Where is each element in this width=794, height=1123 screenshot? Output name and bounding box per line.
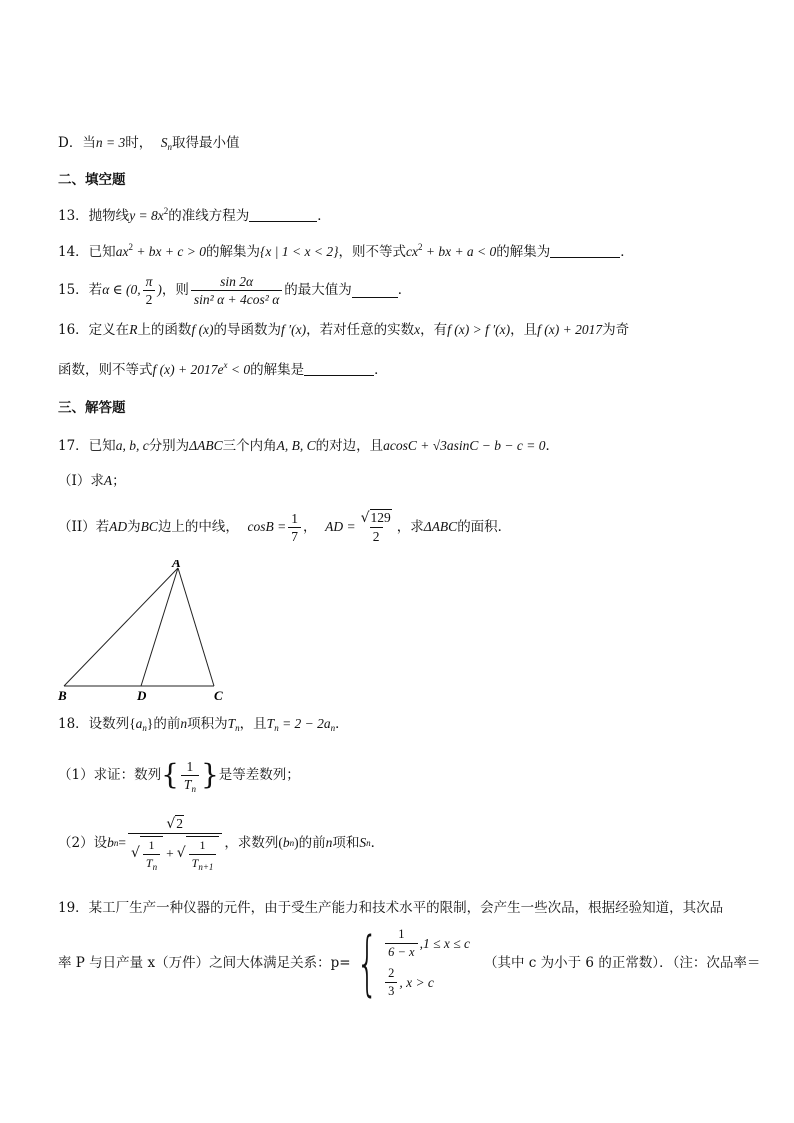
question-16-line1 [58, 320, 629, 340]
q19-c2num: 2 [388, 966, 395, 980]
vertex-b-label: B [58, 688, 67, 703]
piecewise-cases [383, 926, 470, 1000]
q15-cond: α ∈ (0, [102, 282, 141, 297]
sqrt-icon: √ [166, 815, 176, 832]
q14-num: 14．已知 [58, 244, 116, 260]
question-17-part2 [58, 506, 511, 548]
q17-mid3: 的对边，且 [315, 438, 384, 454]
q16-ineq2: f (x) + 2017e [152, 362, 224, 377]
option-d-mid: 时， [125, 135, 153, 151]
question-17-part1 [58, 471, 126, 491]
q14-expr2: cx [405, 244, 418, 259]
q18-bn-fraction [128, 815, 222, 872]
q17-p2e: 的面积． [457, 519, 512, 535]
q18-tn-sub: n [235, 723, 240, 733]
q16-l1e: ，有 [420, 322, 448, 338]
q15-pi-fraction [143, 273, 156, 308]
q14-expr2b: + bx + a < 0 [422, 244, 497, 259]
q18-eq-sub: n [274, 723, 279, 733]
q18-eq: T [266, 716, 275, 731]
q14-expr1b: + bx + c > 0 [132, 244, 207, 259]
q19-c1den: 6 − x [385, 943, 417, 961]
q16-l1b: 上的函数 [137, 322, 192, 338]
option-d-n: n = 3 [95, 135, 126, 150]
answer-blank-14[interactable] [550, 243, 620, 258]
answer-blank-16[interactable] [304, 361, 374, 376]
q16-l1c: 的导函数为 [213, 322, 282, 338]
case-2 [383, 965, 470, 1000]
q19-c1cond: ,1 ≤ x ≤ c [419, 935, 470, 951]
q17-ad-fraction [358, 509, 395, 545]
q17-tri2: ΔABC [423, 519, 458, 534]
left-brace-icon: { [161, 758, 179, 791]
q17-p1end: ； [112, 473, 126, 489]
q17-abc-angles: A, B, C [276, 438, 316, 453]
q18-p2c: 的前 [298, 835, 326, 851]
sqrt-icon: √ [130, 845, 140, 861]
question-19-line2 [58, 920, 760, 1006]
q16-l1d: ，若对任意的实数 [306, 322, 415, 338]
q18-end2: ． [370, 835, 385, 851]
q18-p2d: 项和 [332, 835, 360, 851]
q13-tail: 的准线方程为 [168, 208, 250, 224]
q15-fden: sin² α + 4cos² α [191, 290, 282, 308]
q13-exp: 2 [163, 206, 169, 216]
q16-expr: f (x) + 2017 [537, 322, 603, 337]
answer-blank-15[interactable] [352, 283, 398, 298]
vertex-a-label: A [172, 560, 181, 570]
triangle-figure [52, 560, 242, 705]
q13-end: ． [317, 208, 331, 224]
q18-mid: 的前 [153, 716, 181, 732]
q18-an: a [135, 716, 143, 731]
q15-end: ． [397, 282, 412, 298]
q17-mid2: 三个内角 [222, 438, 277, 454]
q13-expr: y = 8x [129, 208, 164, 223]
q18-t2-sub: n+1 [198, 861, 214, 872]
q16-l1g: 为奇 [602, 322, 630, 338]
q18-end: ． [335, 716, 349, 732]
q17-p2: （II）若 [58, 519, 110, 535]
q14-mid2: ，则不等式 [338, 244, 406, 260]
q18-t1-sub: n [152, 861, 158, 872]
question-15 [58, 270, 411, 310]
q17-seven: 7 [288, 527, 301, 545]
option-d-sn-sub: n [167, 142, 173, 152]
q18-n2: n [325, 835, 333, 850]
question-17 [58, 436, 559, 456]
q15-fnum: sin 2α [220, 273, 254, 289]
right-brace-icon: } [200, 758, 219, 791]
q18-num: 18．设数列 [58, 716, 130, 732]
q18-bn2: b [282, 835, 290, 850]
q18-p2: （2）设 [58, 835, 108, 851]
q14-mid: 的解集为 [206, 244, 261, 260]
q17-comma: ， [303, 519, 317, 535]
q14-exp1: 2 [128, 242, 133, 252]
q15-close: ) [157, 282, 162, 297]
q17-eq: acosC + √3asinC − b − c = 0 [383, 438, 546, 453]
q19-c2cond: , x > c [399, 974, 434, 990]
option-d-sn: S [160, 135, 168, 150]
q16-r: R [129, 322, 138, 337]
q16-line2: 函数，则不等式 [58, 362, 153, 378]
q18-p2b: ，求数列 [224, 835, 279, 851]
q16-l1f: ，且 [510, 322, 538, 338]
q14-set: {x | 1 < x < 2} [260, 244, 339, 259]
q18-eqs: = [118, 835, 126, 850]
option-d [58, 133, 240, 153]
q18-t-sub: n [191, 783, 196, 794]
q19-c2den: 3 [385, 982, 397, 1000]
section-fill-blank-heading: 二、填空题 [58, 172, 126, 188]
q15-two: 2 [143, 290, 156, 308]
side-ab [64, 568, 178, 686]
q18-t: T [183, 776, 192, 792]
q13-num: 13．抛物线 [58, 208, 130, 224]
q16-fpx: f ′(x) [281, 322, 307, 337]
q18-mid2: 项积为 [187, 716, 228, 732]
vertex-c-label: C [214, 688, 223, 703]
question-18: 18．设数列$\{a_n\}$的前n项积为$T_n$，且$T_n = 2 - 2a_n$． [58, 716, 349, 733]
q18-an-sub: n [142, 723, 147, 733]
q18-sn: S [359, 835, 367, 850]
answer-blank-13[interactable] [249, 207, 317, 222]
q17-cosb: cosB = [247, 519, 287, 534]
q17-end: ． [545, 438, 559, 454]
piecewise-brace-icon: { [355, 922, 378, 1004]
q15-pi: π [145, 273, 153, 289]
q18-p1end: 是等差数列； [218, 767, 300, 783]
q14-exp2: 2 [417, 242, 423, 252]
q17-one: 1 [291, 510, 299, 526]
q14-expr1: ax [115, 244, 129, 259]
q15-then: ，则 [161, 282, 189, 298]
q18-n: n [180, 716, 188, 731]
q16-end: ． [374, 362, 388, 378]
q16-exp: x [223, 360, 228, 370]
q18-t1: T [145, 855, 153, 870]
section-answer-heading: 三、解答题 [58, 400, 126, 416]
question-18-part1 [58, 752, 300, 798]
q17-mid: 分别为 [148, 438, 190, 454]
q16-x: x [414, 322, 421, 337]
q17-ad-eq: AD = [325, 519, 356, 534]
q17-tri: ΔABC [189, 438, 223, 453]
q18-plus: + [166, 846, 174, 861]
q17-p1: （I）求 [58, 473, 104, 489]
q18-one2: 1 [199, 837, 206, 852]
q18-one: 1 [186, 758, 194, 774]
q17-two: 2 [370, 527, 383, 545]
q17-num: 17．已知 [58, 438, 116, 454]
sqrt-icon: √ [176, 845, 186, 861]
question-14 [58, 242, 634, 262]
q17-ad: AD [109, 519, 128, 534]
q18-eq2-sub: n [330, 723, 336, 733]
q16-line1: 16．定义在 [58, 322, 130, 338]
q17-p2c: 边上的中线， [157, 519, 239, 535]
q17-bc: BC [140, 519, 158, 534]
q15-num: 15．若 [58, 282, 103, 298]
question-19-line1: 19．某工厂生产一种仪器的元件，由于受生产能力和技术水平的限制，会产生一些次品，根据经验知道，其次品 [58, 900, 724, 916]
q16-fx: f (x) [191, 322, 214, 337]
q19-c1num: 1 [398, 927, 405, 941]
q19-line2a: 率 P 与日产量 x（万件）之间大体满足关系：p= [58, 955, 351, 971]
q18-1-over-tn [181, 758, 199, 793]
case-1 [383, 926, 470, 961]
q18-tn: T [227, 716, 236, 731]
side-ac [178, 568, 214, 686]
question-18-part2: （2）设 b n = √2 √ $\frac{1}{T_n}$ + √ $\frac{1}{T_{n+1}}$ ，求数列 ( b n ) 的前 n 项和 S n ． [58, 815, 385, 872]
q15-tail: 的最大值为 [284, 282, 352, 298]
q17-a: A [103, 473, 113, 488]
q17-root: 129 [370, 510, 391, 525]
q18-bn: b [107, 835, 114, 850]
q16-ineq: f (x) > f ′(x) [447, 322, 511, 337]
median-ad [141, 568, 178, 686]
sqrt-icon: √ [360, 510, 370, 526]
q14-tail: 的解集为 [496, 244, 551, 260]
q18-p1: （1）求证：数列 [58, 767, 162, 783]
option-d-tail: 取得最小值 [172, 135, 240, 151]
q17-cosb-fraction [288, 510, 301, 545]
q17-p2b: 为 [127, 519, 141, 535]
q18-sq2: 2 [176, 815, 184, 831]
q17-p2d: ，求 [396, 519, 424, 535]
option-d-label: D．当 [58, 135, 96, 151]
q19-line2b: （其中 c 为小于 6 的正常数）．（注：次品率＝ [484, 955, 761, 971]
q18-eq2: = 2 − 2a [278, 716, 331, 731]
question-13 [58, 206, 331, 226]
point-d-label: D [137, 688, 147, 703]
q18-mid3: ，且 [239, 716, 267, 732]
q17-abc: a, b, c [115, 438, 149, 453]
q18-t2: T [191, 855, 199, 870]
q18-one1: 1 [148, 837, 155, 852]
q14-end: ． [620, 244, 634, 260]
q16-ineq2b: < 0 [227, 362, 251, 377]
q15-main-fraction [191, 273, 282, 308]
question-16-line2 [58, 360, 388, 380]
q16-tail: 的解集是 [250, 362, 305, 378]
